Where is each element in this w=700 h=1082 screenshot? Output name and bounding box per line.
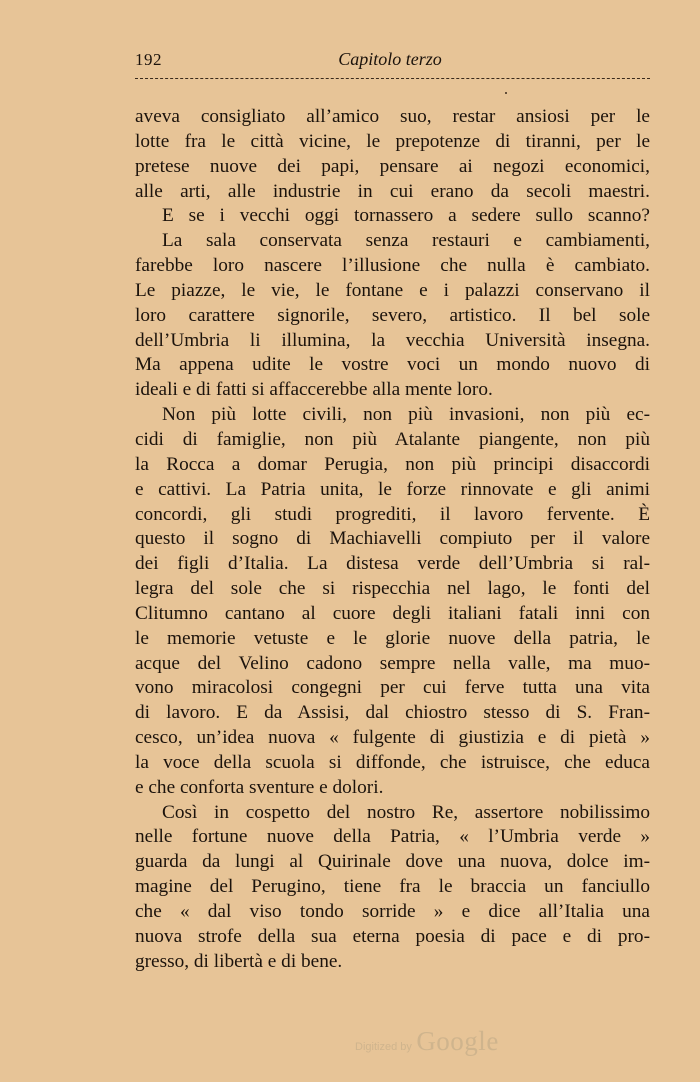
watermark-prefix: Digitized by bbox=[355, 1041, 412, 1053]
text-line: la Rocca a domar Perugia, non più principi disaccordi bbox=[135, 453, 650, 475]
text-line: pretese nuove dei papi, pensare ai negozi economici, bbox=[135, 155, 650, 177]
text-line: cesco, un’idea nuova « fulgente di giustizia e di pietà » bbox=[135, 727, 650, 749]
text-line: concordi, gli studi progrediti, il lavoro fervente. È bbox=[135, 503, 650, 525]
text-line: nelle fortune nuove della Patria, « l’Umbria verde » bbox=[135, 826, 650, 848]
text-line: ideali e di fatti si affaccerebbe alla mente loro. bbox=[135, 379, 493, 401]
watermark-brand: Google bbox=[416, 1026, 499, 1056]
body-text bbox=[135, 105, 650, 975]
page-number: 192 bbox=[135, 50, 162, 69]
text-line: legra del sole che si rispecchia nel lago, le fonti del bbox=[135, 578, 650, 600]
text-line: Non più lotte civili, non più invasioni, non più ec- bbox=[162, 404, 650, 426]
text-line: alle arti, alle industrie in cui erano da secoli maestri. bbox=[135, 180, 650, 202]
text-line: di lavoro. E da Assisi, dal chiostro stesso di S. Fran- bbox=[135, 702, 650, 724]
text-line: le memorie vetuste e le glorie nuove della patria, le bbox=[135, 627, 650, 649]
text-line: vono miracolosi congegni per cui ferve tutta una vita bbox=[135, 677, 650, 699]
digitized-by-google-watermark bbox=[355, 1026, 499, 1057]
text-line: guarda da lungi al Quirinale dove una nuova, dolce im- bbox=[135, 851, 650, 873]
text-line: lotte fra le città vicine, le prepotenze di tiranni, per le bbox=[135, 130, 650, 152]
scan-speck bbox=[505, 92, 507, 94]
running-title: Capitolo terzo bbox=[338, 49, 442, 69]
text-line: Ma appena udite le vostre voci un mondo nuovo di bbox=[135, 354, 650, 376]
text-line: magine del Perugino, tiene fra le braccia un fanciullo bbox=[135, 876, 650, 898]
text-line: la voce della scuola si diffonde, che istruisce, che educa bbox=[135, 751, 650, 773]
text-line: dei figli d’Italia. La distesa verde dell’Umbria si ral- bbox=[135, 553, 650, 575]
text-line: gresso, di libertà e di bene. bbox=[135, 950, 343, 972]
text-line: loro carattere signorile, severo, artistico. Il bel sole bbox=[135, 304, 650, 326]
text-line: Le piazze, le vie, le fontane e i palazzi conservano il bbox=[135, 279, 650, 301]
text-line: dell’Umbria li illumina, la vecchia Università insegna. bbox=[135, 329, 650, 351]
text-line: La sala conservata senza restauri e cambiamenti, bbox=[162, 230, 650, 252]
text-line: cidi di famiglie, non più Atalante piangente, non più bbox=[135, 428, 650, 450]
text-line: e cattivi. La Patria unita, le forze rinnovate e gli animi bbox=[135, 478, 650, 500]
text-line: E se i vecchi oggi tornassero a sedere sullo scanno? bbox=[162, 205, 650, 227]
text-line: Così in cospetto del nostro Re, assertore nobilissimo bbox=[162, 801, 650, 823]
text-line: acque del Velino cadono sempre nella valle, ma muo- bbox=[135, 652, 650, 674]
text-line: farebbe loro nascere l’illusione che nulla è cambiato. bbox=[135, 255, 650, 277]
text-line: che « dal viso tondo sorride » e dice all’Italia una bbox=[135, 901, 650, 922]
header-rule bbox=[135, 78, 650, 79]
text-line: aveva consigliato all’amico suo, restar ansiosi per le bbox=[135, 106, 650, 127]
text-line: Clitumno cantano al cuore degli italiani fatali inni con bbox=[135, 602, 650, 624]
text-line: questo il sogno di Machiavelli compiuto per il valore bbox=[135, 528, 650, 550]
text-line: e che conforta sventure e dolori. bbox=[135, 776, 384, 798]
text-line: nuova strofe della sua eterna poesia di pace e di pro- bbox=[135, 925, 650, 947]
